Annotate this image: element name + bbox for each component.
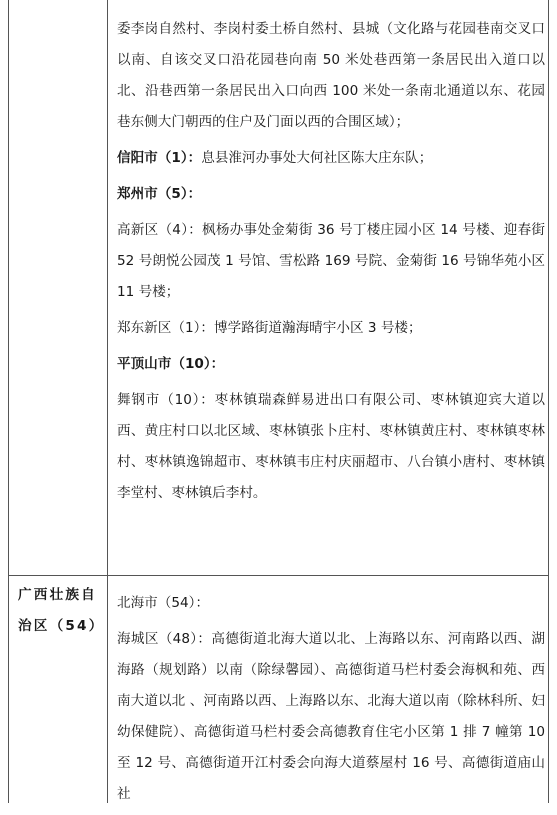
guangxi-areas-cell bbox=[117, 588, 545, 815]
henan-areas-cell bbox=[117, 14, 545, 514]
row-divider bbox=[9, 575, 548, 576]
region-label-guangxi: 广西壮族自治区（54） bbox=[18, 587, 105, 634]
xinyang-heading: 信阳市（1）： bbox=[117, 150, 202, 166]
beihai-heading: 北海市（54）： bbox=[117, 595, 210, 611]
gaoxin-paragraph: 高新区（4）：枫杨办事处金菊街 36 号丁楼庄园小区 14 号楼、迎春街 52 号朗悦公园茂 1 号馆、雪松路 169 号院、金菊街 16 号锦华苑小区 11 号楼； bbox=[117, 222, 545, 300]
haicheng-paragraph: 海城区（48）：高德街道北海大道以北、上海路以东、河南路以西、湖海路（规划路）以南（除绿馨园）、高德街道马栏村委会海枫和苑、西南大道以北 、河南路以西、上海路以东、北海大道以南（除林科所、妇幼保健院）、高德街道马栏村委会高德教育住宅小区第 1 排 7 幢第 10 至 12 号、高德街道开江村委会向海大道蔡屋村 16 号、高德街道庙山社 bbox=[117, 631, 545, 802]
zhengzhou-heading: 郑州市（5）： bbox=[117, 186, 202, 202]
henan-continuation-paragraph: 委李岗自然村、李岗村委土桥自然村、县城（文化路与花园巷南交叉口以南、自该交叉口沿花园巷向南 50 米处巷西第一条居民出入道口以北、沿巷西第一条居民出入口向西 100 米处一条南北通道以东、花园巷东侧大门朝西的住户及门面以西的合围区域）； bbox=[117, 21, 545, 130]
data-table bbox=[8, 0, 549, 803]
xinyang-detail: 息县淮河办事处大何社区陈大庄东队； bbox=[201, 150, 433, 166]
zhengdong-paragraph: 郑东新区（1）：博学路街道瀚海晴宇小区 3 号楼； bbox=[117, 320, 422, 336]
pingdingshan-heading: 平顶山市（10）： bbox=[117, 356, 225, 372]
column-divider bbox=[107, 0, 108, 803]
xinyang-paragraph bbox=[117, 143, 545, 174]
wugang-paragraph: 舞钢市（10）：枣林镇瑞森鲜易进出口有限公司、枣林镇迎宾大道以西、黄庄村口以北区域、枣林镇张卜庄村、枣林镇黄庄村、枣林镇枣林村、枣林镇逸锦超市、枣林镇韦庄村庆丽超市、八台镇小唐村、枣林镇李堂村、枣林镇后李村。 bbox=[117, 392, 545, 501]
